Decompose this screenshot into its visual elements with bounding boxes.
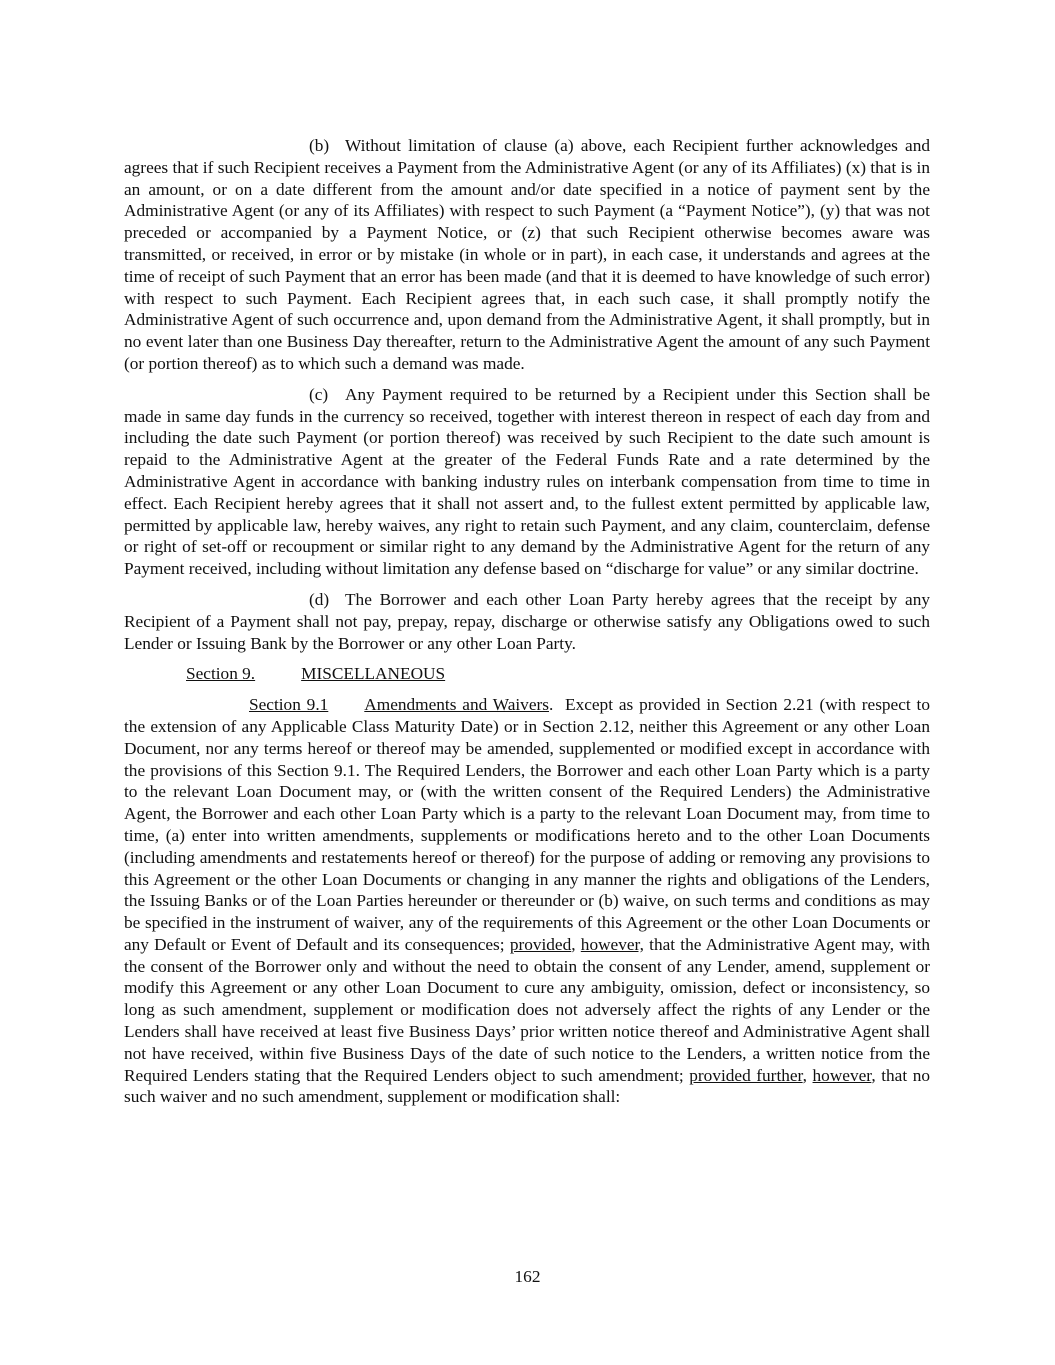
section-9-1-paragraph: Section 9.1 Amendments and Waivers. Except as provided in Section 2.21 (with respect to the extension of any Applicable Class Maturity Date) or in Section 2.12, neither this Agreement or any other Loan Document, nor any terms hereof or thereof may be amended, supplemented or modified except in accordance with the provisions of this Section 9.1. The Required Lenders, the Borrower and each other Loan Party which is a party to the relevant Loan Document may, or (with the written consent of the Required Lenders) the Administrative Agent, the Borrower and each other Loan Party which is a party to the relevant Loan Document may, from time to time, (a) enter into written amendments, supplements or modifications hereto and to the other Loan Documents (including amendments and restatements hereof or thereof) for the purpose of adding or removing any provisions to this Agreement or the other Loan Documents or changing in any manner the rights and obligations of the Lenders, the Issuing Banks or of the Loan Parties hereunder or thereunder or (b) waive, on such terms and conditions as may be specified in the instrument of waiver, any of the requirements of this Agreement or the other Loan Documents or any Default or Event of Default and its consequences; provided, however, that the Administrative Agent may, with the consent of the Borrower only and without the need to obtain the consent of any Lender, amend, supplement or modify this Agreement or any other Loan Document to cure any ambiguity, omission, defect or inconsistency, so long as such amendment, supplement or modification does not adversely affect the rights of any Lender or the Lenders shall have received at least five Business Days’ prior written notice thereof and Administrative Agent shall not have received, within five Business Days of the date of such notice to the Lenders, a written notice from the Required Lenders stating that the Required Lenders object to such amendment; provided further, however, that no such waiver and no such amendment, supplement or modification shall: xyxy=(124,695,931,1107)
provided-term: provided xyxy=(509,934,572,954)
clause-label-b: (b) xyxy=(309,136,330,155)
section-9-number: Section 9. xyxy=(186,664,256,684)
paragraph-c-text: Any Payment required to be returned by a Recipient under this Section shall be made in same day funds in the currency so received, together with interest thereon in respect of each day from and including the date such Payment (or portion thereof) was received by such Recipient to the date such amount is repaid to the Administrative Agent at the greater of the Federal Funds Rate and a rate determined by the Administrative Agent in accordance with banking industry rules on interbank compensation from time to time in effect. Each Recipient hereby agrees that it shall not assert and, to the fullest extent permitted by applicable law, permitted by applicable law, hereby waives, any right to retain such Payment, and any claim, counterclaim, defense or right of set-off or recoupment or similar right to any demand by the Administrative Agent for the return of any Payment received, including without limitation any defense based on “discharge for value” or any similar doctrine. xyxy=(124,384,930,579)
section-9-1-number: Section 9.1 xyxy=(249,695,329,715)
document-page xyxy=(124,135,930,1117)
section-9-1-text-b: that the Administrative Agent may, with the consent of the Borrower only and without the need to obtain the consent of any Lender, amend, supplement or modify this Agreement or any other Loan Document to cure any ambiguity, omission, defect or inconsistency, so long as such amendment, supplement or modification does not adversely affect the rights of any Lender or the Lenders shall have received at least five Business Days’ prior written notice thereof and Administrative Agent shall not have received, within five Business Days of the date of such notice to the Lenders, a written notice from the Required Lenders stating that the Required Lenders object to such amendment; xyxy=(124,934,930,1085)
clause-label-c: (c) xyxy=(309,384,329,404)
section-9-1-text-a: Except as provided in Section 2.21 (with respect to the extension of any Applicable Class Maturity Date) or in Section 2.12, neither this Agreement or any other Loan Document, nor any terms hereof or thereof may be amended, supplemented or modified except in accordance with the provisions of this Section 9.1. The Required Lenders, the Borrower and each other Loan Party which is a party to the relevant Loan Document may, or (with the written consent of the Required Lenders) the Administrative Agent, the Borrower and each other Loan Party which is a party to the relevant Loan Document may, from time to time, (a) enter into written amendments, supplements or modifications hereto and to the other Loan Documents (including amendments and restatements hereof or thereof) for the purpose of adding or removing any provisions to this Agreement or the other Loan Documents or changing in any manner the rights and obligations of the Lenders, the Issuing Banks or of the Loan Parties hereunder or thereunder or (b) waive, on such terms and conditions as may be specified in the instrument of waiver, any of the requirements of this Agreement or the other Loan Documents or any Default or Event of Default and its consequences; xyxy=(124,695,930,954)
page-number: 162 xyxy=(514,1267,541,1286)
paragraph-b-text: Without limitation of clause (a) above, each Recipient further acknowledges and agrees that if such Recipient receives a Payment from the Administrative Agent (or any of its Affiliates) (x) that is in an amount, or on a date different from the amount and/or date specified in a notice of payment sent by the Administrative Agent (or any of its Affiliates) with respect to such Payment (a “Payment Notice”), (y) that was not preceded or accompanied by a Payment Notice, or (z) that such Recipient otherwise becomes aware was transmitted, or received, in error or by mistake (in whole or in part), in each case, it understands and agrees at the time of receipt of such Payment that an error has been made (and that it is deemed to have knowledge of such error) with respect to such Payment. Each Recipient agrees that, in each such case, it shall promptly notify the Administrative Agent of such occurrence and, upon demand from the Administrative Agent, it shall promptly, but in no event later than one Business Day thereafter, return to the Administrative Agent the amount of any such Payment (or portion thereof) as to which such a demand was made. xyxy=(124,136,930,373)
however-term: however, xyxy=(580,934,644,954)
section-9-title: MISCELLANEOUS xyxy=(301,664,446,684)
section-9-1-title: Amendments and Waivers xyxy=(364,695,549,715)
section-9-1-title-period: . xyxy=(548,695,554,715)
however-term-2: however xyxy=(812,1065,872,1085)
paragraph-d xyxy=(124,589,930,654)
paragraph-c xyxy=(124,384,930,580)
clause-label-d: (d) xyxy=(309,589,330,609)
section-9-heading xyxy=(186,663,930,685)
paragraph-d-text: The Borrower and each other Loan Party hereby agrees that the receipt by any Recipient of a Payment shall not pay, prepay, repay, discharge or otherwise satisfy any Obligations owed to such Lender or Issuing Bank by the Borrower or any other Loan Party. xyxy=(124,589,930,653)
provided-further-term: provided further xyxy=(689,1065,803,1085)
section-9-1-text-c: , that no such waiver and no such amendment, supplement or modification shall: xyxy=(124,1065,931,1107)
paragraph-b xyxy=(124,135,930,375)
